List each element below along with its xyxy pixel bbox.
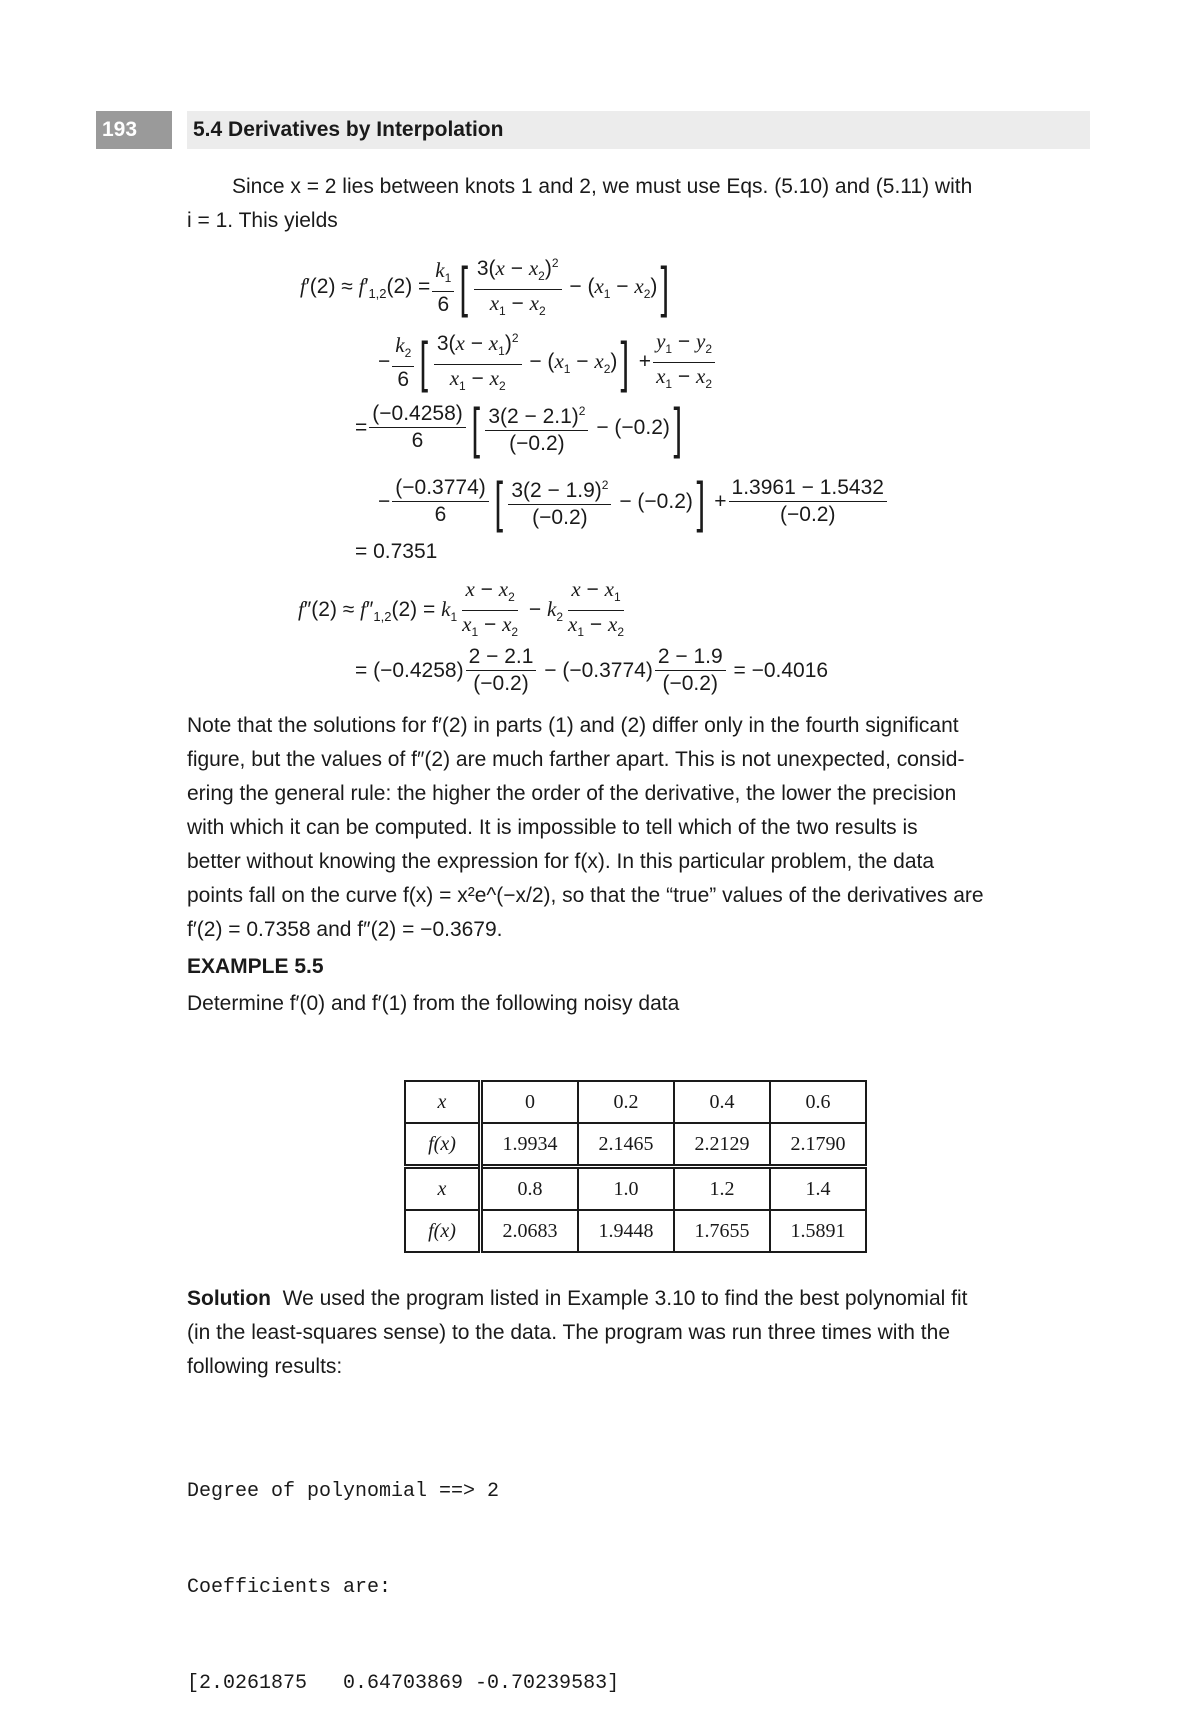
table-cell: 0.4: [674, 1081, 770, 1123]
table-cell: 1.5891: [770, 1210, 866, 1252]
equation-4: − $\frac{(-0.3774)}{6}$ [ $\frac{3(2 - 1.9)^2}{(-0.2)}$ − (−0.2) ] + $\frac{1.3961 - 1.5432}{(-0.2)}$: [378, 472, 889, 531]
table-row: [405, 1123, 866, 1167]
code-line: Degree of polynomial ==> 2: [187, 1480, 500, 1503]
table-cell: 1.7655: [674, 1210, 770, 1252]
table-cell: 1.2: [674, 1167, 770, 1211]
solution-label: Solution: [187, 1287, 271, 1310]
note-paragraph: [187, 709, 1057, 947]
table-cell: 2.2129: [674, 1123, 770, 1167]
solution-line: following results:: [187, 1355, 343, 1378]
page-number: 193: [96, 111, 172, 149]
code-line: Coefficients are:: [187, 1576, 392, 1599]
table-cell: 0.6: [770, 1081, 866, 1123]
code-line: [2.0261875 0.64703869 -0.70239583]: [187, 1672, 620, 1695]
table-row: [405, 1167, 866, 1211]
table-cell: 1.9448: [578, 1210, 674, 1252]
note-line: f′(2) = 0.7358 and f″(2) = −0.3679.: [187, 918, 503, 941]
table-row: [405, 1210, 866, 1252]
code-output: [187, 1412, 619, 1732]
table-cell: 2.1790: [770, 1123, 866, 1167]
note-line: Note that the solutions for f′(2) in parts (1) and (2) differ only in the fourth significant: [187, 714, 959, 737]
table-cell: 2.1465: [578, 1123, 674, 1167]
note-line: figure, but the values of f″(2) are much farther apart. This is not unexpected, consid-: [187, 748, 965, 771]
solution-line: (in the least-squares sense) to the data. The program was run three times with the: [187, 1321, 950, 1344]
example-prompt: Determine f′(0) and f′(1) from the following noisy data: [187, 992, 680, 1015]
table-cell: 1.0: [578, 1167, 674, 1211]
equation-7: = (−0.4258) $\frac{2 - 2.1}{(-0.2)}$ − (−0.3774) $\frac{2 - 1.9}{(-0.2)}$ = −0.4016: [355, 645, 829, 695]
table-cell: 1.4: [770, 1167, 866, 1211]
equation-5: = 0.7351: [355, 540, 438, 563]
solution-paragraph: [187, 1282, 1057, 1384]
equation-6: $f''(2) \approx f''_{1,2}(2) = k_1$ $\frac{x - x_2}{x_1 - x_2}$ − $k_2$ $\frac{x - x_1}{x_1 - x_2}$: [298, 577, 625, 640]
table-header-x: x: [405, 1167, 481, 1211]
note-line: better without knowing the expression for f(x). In this particular problem, the data: [187, 850, 935, 873]
table-cell: 1.9934: [481, 1123, 579, 1167]
solution-line: We used the program listed in Example 3.10 to find the best polynomial fit: [282, 1287, 968, 1310]
example-title: EXAMPLE 5.5: [187, 955, 324, 978]
table-cell: 2.0683: [481, 1210, 579, 1252]
intro-line-2: i = 1. This yields: [187, 209, 338, 232]
table-cell: 0.8: [481, 1167, 579, 1211]
equation-3: = $\frac{(-0.4258)}{6}$ [ $\frac{3(2 - 2.1)^2}{(-0.2)}$ − (−0.2) ]: [355, 395, 682, 459]
equation-1: $f'(2) \approx f'_{1,2}(2)$ = $\frac{k_1}{6}$ [ $\frac{3(x - x_2)^2}{x_1 - x_2}$ − $(x_1 - x_2)$ ]: [300, 250, 673, 324]
table-row: [405, 1081, 866, 1123]
running-header: 5.4 Derivatives by Interpolation: [187, 111, 1090, 149]
note-line: with which it can be computed. It is impossible to tell which of the two results is: [187, 816, 918, 839]
intro-line-1: Since x = 2 lies between knots 1 and 2, we must use Eqs. (5.10) and (5.11) with: [232, 175, 973, 198]
table-cell: 0: [481, 1081, 579, 1123]
equation-2: − $\frac{k_2}{6}$ [ $\frac{3(x - x_1)^2}{x_1 - x_2}$ − $(x_1 - x_2)$ ] + $\frac{y_1 - y_2}{x_1 - x_2}$: [378, 325, 717, 399]
table-header-fx: f(x): [405, 1210, 481, 1252]
data-table: [404, 1080, 867, 1253]
note-line: ering the general rule: the higher the order of the derivative, the lower the precision: [187, 782, 957, 805]
table-header-x: x: [405, 1081, 481, 1123]
note-line: points fall on the curve f(x) = x²e^(−x/2), so that the “true” values of the derivatives are: [187, 884, 984, 907]
table-cell: 0.2: [578, 1081, 674, 1123]
table-header-fx: f(x): [405, 1123, 481, 1167]
